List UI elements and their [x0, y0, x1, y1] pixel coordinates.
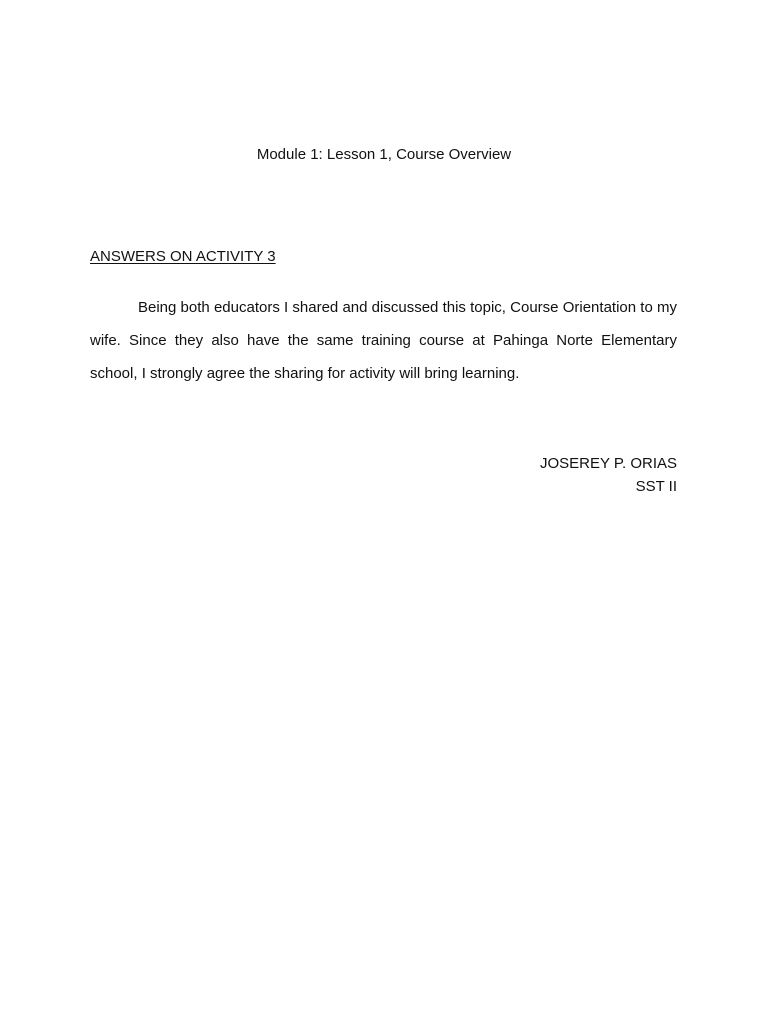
section-heading: ANSWERS ON ACTIVITY 3 — [90, 248, 276, 265]
signatory-position: SST II — [635, 478, 677, 495]
signature-block — [540, 452, 677, 498]
answer-paragraph: Being both educators I shared and discussed this topic, Course Orientation to my wife. Since they also have the same training course at Pahinga Norte Elementary school, I strongly agree the sharing for activity will bring learning. — [90, 299, 677, 382]
signatory-name: JOSEREY P. ORIAS — [540, 455, 677, 472]
page-title: Module 1: Lesson 1, Course Overview — [256, 146, 512, 163]
